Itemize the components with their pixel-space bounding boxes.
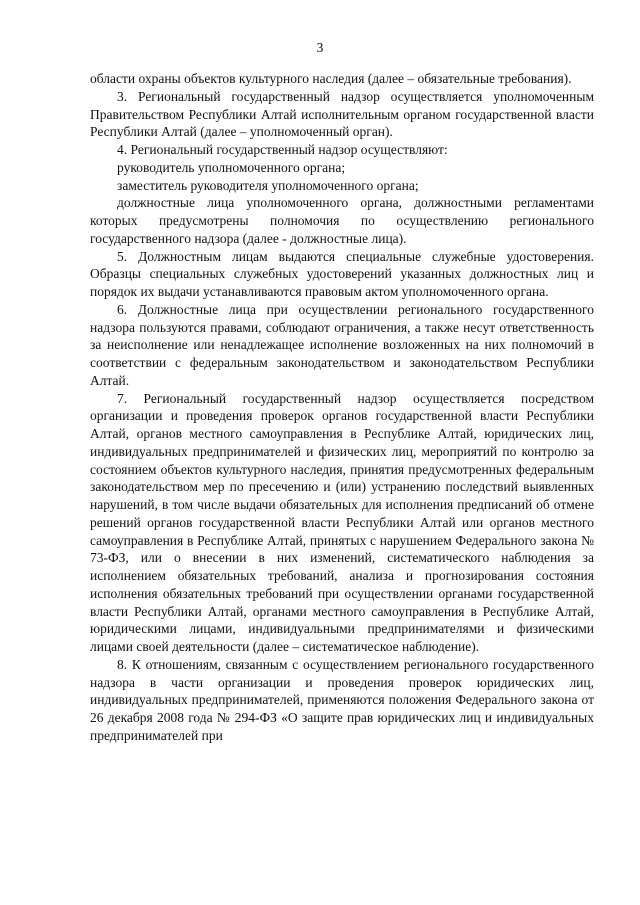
paragraph-7: 7. Региональный государственный надзор осуществляется посредством организации и проведения проверок органов государственной власти Республики Алтай, органов местного самоуправления в Республике Алтай, юридических лиц, индивидуальных предпринимателей и физических лиц, мероприятий по контролю за состоянием объектов культурного наследия, принятия предусмотренных федеральным законодательством мер по пресечению и (или) устранению последствий выявленных нарушений, в том числе выдачи обязательных для исполнения предписаний об отмене решений органов государственной власти Республики Алтай или органов местного самоуправления в Республике Алтай, принятых с нарушением Федерального закона № 73-ФЗ, или о внесении в них изменений, систематического наблюдения за исполнением обязательных требований, анализа и прогнозирования состояния исполнения обязательных требований при осуществлении органами государственной власти Республики Алтай, органами местного самоуправления в Республике Алтай, юридическими лицами, индивидуальными предпринимателями и физическими лицами своей деятельности (далее – систематическое наблюдение).: [90, 390, 594, 654]
paragraph-4: 4. Региональный государственный надзор осуществляют:: [117, 142, 448, 157]
paragraph-continuation: области охраны объектов культурного наследия (далее – обязательные требования).: [90, 71, 572, 86]
paragraph-5: 5. Должностным лицам выдаются специальные служебные удостоверения. Образцы специальных служебных удостоверений указанных должностных лиц и порядок их выдачи устанавливаются правовым актом уполномоченного органа.: [90, 248, 594, 299]
paragraph-3: 3. Региональный государственный надзор осуществляется уполномоченным Правительством Республики Алтай исполнительным органом государственной власти Республики Алтай (далее – уполномоченный орган).: [90, 88, 594, 140]
paragraph-6: 6. Должностные лица при осуществлении регионального государственного надзора пользуются правами, соблюдают ограничения, а также несут ответственность за неисполнение или ненадлежащее исполнение возложенных на них полномочий в соответствии с федеральным законодательством и законодательством Республики Алтай.: [90, 301, 594, 388]
paragraph-4-item-officials: должностные лица уполномоченного органа, должностными регламентами которых предусмотрены полномочия по осуществлению регионального государственного надзора (далее - должностные лица).: [90, 195, 594, 246]
page-number: 3: [316, 40, 324, 55]
paragraph-8: 8. К отношениям, связанным с осуществлением регионального государственного надзора в части организации и проведения проверок юридических лиц, индивидуальных предпринимателей, применяются положения Федерального закона от 26 декабря 2008 года № 294-ФЗ «О защите прав юридических лиц и индивидуальных предпринимателей при: [90, 656, 594, 743]
paragraph-4-item-deputy: заместитель руководителя уполномоченного органа;: [117, 177, 419, 193]
document-body: [90, 70, 594, 745]
paragraph-4-item-head: руководитель уполномоченного органа;: [117, 159, 346, 175]
